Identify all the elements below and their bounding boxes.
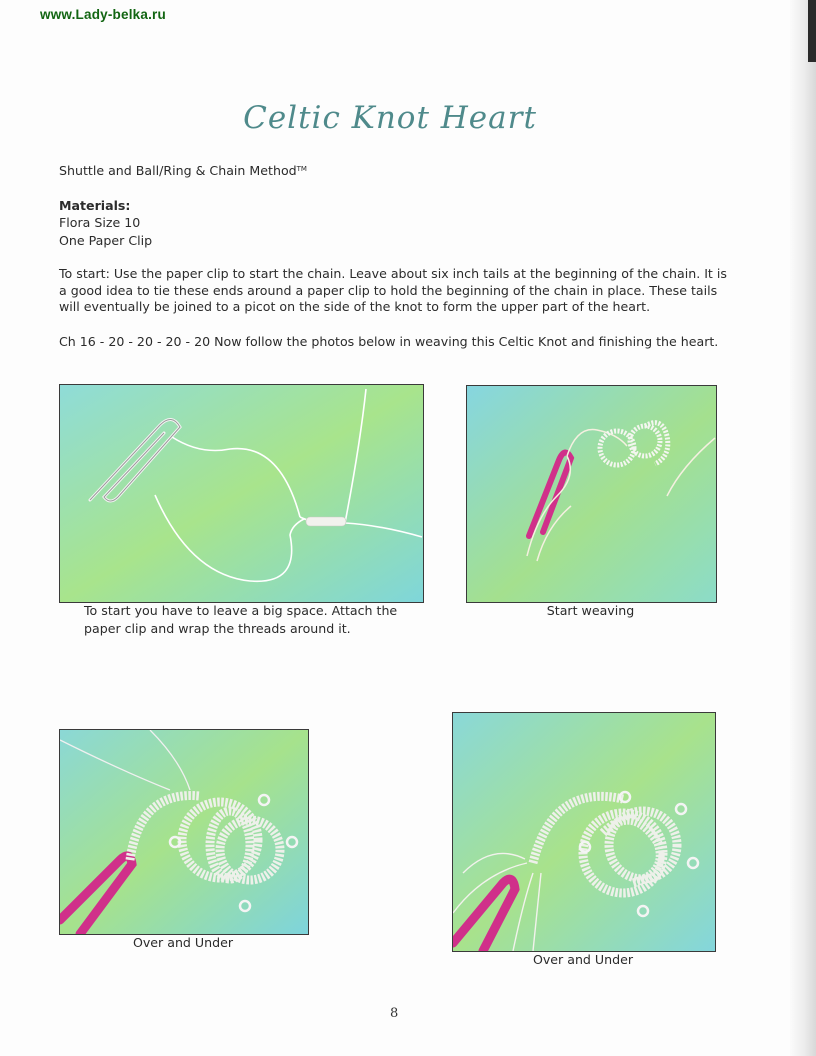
start-weaving-illustration	[467, 386, 716, 602]
page-edge-corner	[808, 0, 816, 62]
method-subtitle-text: Shuttle and Ball/Ring & Chain Method	[59, 163, 297, 178]
page-title: Celtic Knot Heart	[243, 100, 537, 136]
paper-clip-thread-illustration	[60, 385, 423, 602]
materials-heading: Materials:	[59, 198, 131, 213]
intro-paragraph: To start: Use the paper clip to start the chain. Leave about six inch tails at the beginning of the chain. It is a good idea to tie these ends around a paper clip to hold the beginning of the chain in place. These tails will eventually be joined to a picot on the side of the knot to form the upper part of the heart.	[59, 266, 727, 314]
photo-over-under-1	[59, 729, 309, 935]
photo-caption: Start weaving	[546, 603, 635, 618]
page-edge-shadow	[790, 0, 816, 1056]
photo-start-weaving	[466, 385, 717, 603]
photo-caption: Over and Under	[532, 952, 634, 967]
method-subtitle	[59, 161, 307, 179]
photo-start-chain	[59, 384, 424, 603]
knot-finishing-illustration	[453, 713, 715, 951]
photo-caption: To start you have to leave a big space. Attach the paper clip and wrap the threads around it.	[84, 603, 398, 636]
knot-weaving-illustration	[60, 730, 308, 934]
watermark-link[interactable]: www.Lady-belka.ru	[40, 7, 166, 22]
materials-item: Flora Size 10	[59, 215, 141, 230]
photo-over-under-2	[452, 712, 716, 952]
materials-item: One Paper Clip	[59, 233, 153, 248]
page-number: 8	[390, 1006, 399, 1021]
photo-caption: Over and Under	[132, 935, 234, 950]
trademark-mark: TM	[296, 165, 307, 173]
pattern-instructions: Ch 16 - 20 - 20 - 20 - 20 Now follow the photos below in weaving this Celtic Knot and finishing the heart.	[59, 334, 719, 349]
